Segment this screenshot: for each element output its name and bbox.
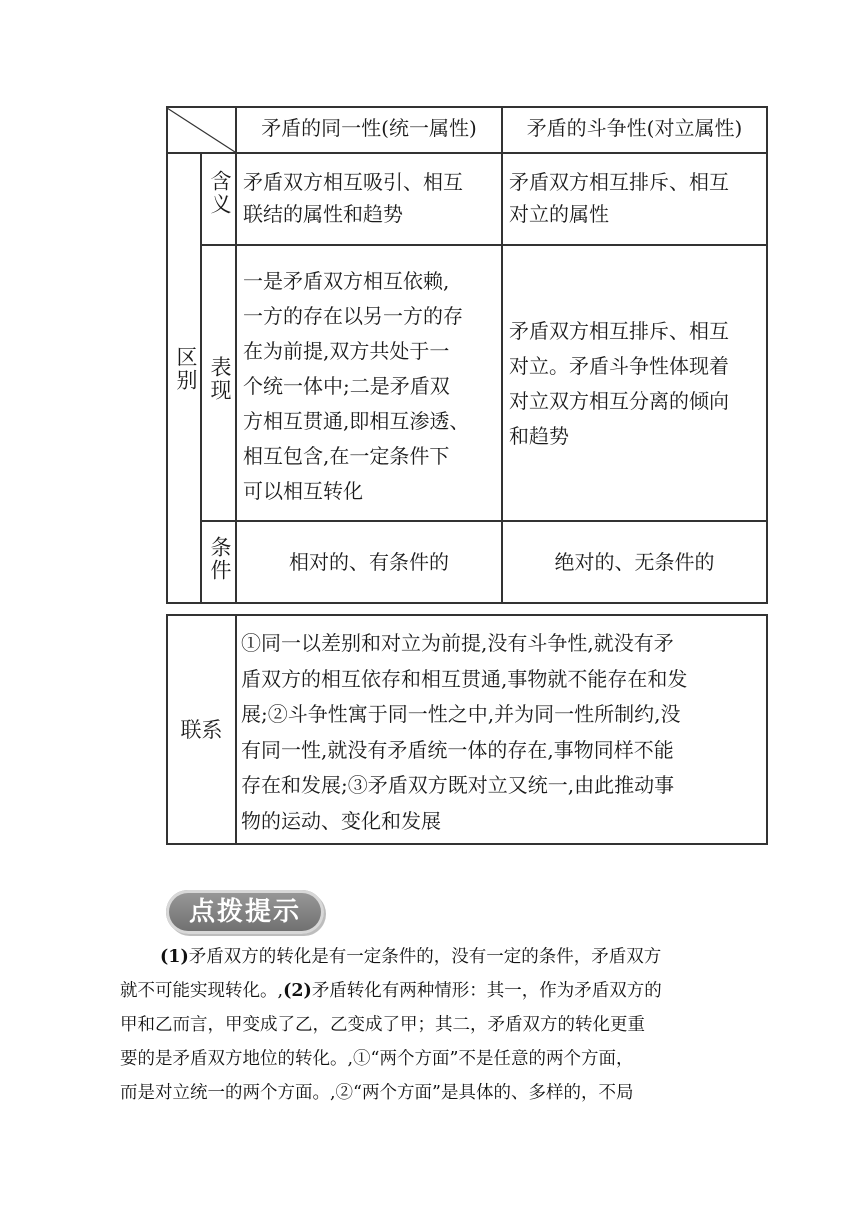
text-line: 矛盾双方相互吸引、相互 <box>243 170 463 194</box>
text-line: 矛盾双方相互排斥、相互 <box>509 170 729 194</box>
label-divider <box>235 106 237 604</box>
text-line: 对立的属性 <box>509 202 609 226</box>
item-number: (2) <box>283 981 312 1001</box>
header-struggle: 矛盾的斗争性(对立属性) <box>526 116 743 140</box>
row-label-manifestation: 表现 <box>208 356 232 402</box>
item-text: 矛盾双方的转化是有一定条件的，没有一定的条件，矛盾双方 <box>188 947 662 967</box>
column-divider <box>501 106 503 604</box>
manifestation-struggle <box>509 314 764 454</box>
text-line: 盾双方的相互依存和相互贯通,事物就不能存在和发 <box>241 666 688 691</box>
text-line: 和趋势 <box>509 424 569 448</box>
condition-identity: 相对的、有条件的 <box>289 550 449 574</box>
item-text: 要的是矛盾双方地位的转化。,①“两个方面”不是任意的两个方面， <box>120 1049 634 1069</box>
meaning-struggle <box>509 166 764 230</box>
group-label-difference: 区别 <box>174 346 198 392</box>
diagonal-header-line <box>166 107 236 153</box>
item-number: (1) <box>160 947 189 967</box>
group-divider <box>200 152 202 604</box>
row-label-meaning: 含义 <box>208 170 232 216</box>
manifestation-identity <box>243 264 499 509</box>
right-border <box>766 106 768 604</box>
header-identity: 矛盾的同一性(统一属性) <box>261 116 477 140</box>
link-label-divider <box>235 614 237 845</box>
tips-line <box>120 974 742 1008</box>
text-line: 对立双方相互分离的倾向 <box>509 389 729 413</box>
tips-line <box>120 940 742 974</box>
tips-line <box>120 1076 742 1110</box>
item-text: 矛盾转化有两种情形：其一，作为矛盾双方的 <box>311 981 662 1001</box>
text-line: 联结的属性和趋势 <box>243 202 403 226</box>
left-border <box>166 106 168 604</box>
meaning-identity <box>243 166 498 230</box>
link-bottom-border <box>166 843 768 845</box>
text-line: 可以相互转化 <box>243 479 363 503</box>
link-content <box>241 626 766 839</box>
text-line: 存在和发展;③矛盾双方既对立又统一,由此推动事 <box>241 773 675 797</box>
tips-badge: 点拨提示 <box>166 890 324 934</box>
link-right-border <box>766 614 768 845</box>
text-line: 矛盾双方相互排斥、相互 <box>509 319 729 343</box>
text-line: 展;②斗争性寓于同一性之中,并为同一性所制约,没 <box>241 702 681 726</box>
text-line: 在为前提,双方共处于一 <box>243 339 450 363</box>
text-line: 物的运动、变化和发展 <box>241 808 441 833</box>
text-line: 一是矛盾双方相互依赖, <box>243 269 450 293</box>
text-line: 方相互贯通,即相互渗透、 <box>243 409 470 433</box>
row2-bottom-border <box>200 520 767 522</box>
header-bottom-border <box>166 152 767 154</box>
text-line: 一方的存在以另一方的存 <box>243 304 463 328</box>
link-top-border <box>166 614 768 616</box>
row1-bottom-border <box>200 244 767 246</box>
item-text: 甲和乙而言，甲变成了乙，乙变成了甲；其二，矛盾双方的转化更重 <box>120 1015 645 1035</box>
item-text: 就不可能实现转化。, <box>120 981 284 1001</box>
condition-struggle: 绝对的、无条件的 <box>554 550 715 574</box>
upper-bottom-border <box>166 602 767 604</box>
link-label: 联系 <box>180 718 223 742</box>
table-top-border <box>166 106 767 108</box>
tips-paragraph <box>120 940 742 1110</box>
tips-line <box>120 1042 742 1076</box>
text-line: 个统一体中;二是矛盾双 <box>243 374 450 398</box>
text-line: 有同一性,就没有矛盾统一体的存在,事物同样不能 <box>241 737 674 762</box>
row-label-condition: 条件 <box>208 536 232 582</box>
item-text: 而是对立统一的两个方面。,②“两个方面”是具体的、多样的，不局 <box>120 1083 634 1103</box>
tips-line <box>120 1008 742 1042</box>
text-line: 相互包含,在一定条件下 <box>243 444 450 468</box>
text-line: ①同一以差别和对立为前提,没有斗争性,就没有矛 <box>241 631 674 655</box>
text-line: 对立。矛盾斗争性体现着 <box>509 354 729 378</box>
